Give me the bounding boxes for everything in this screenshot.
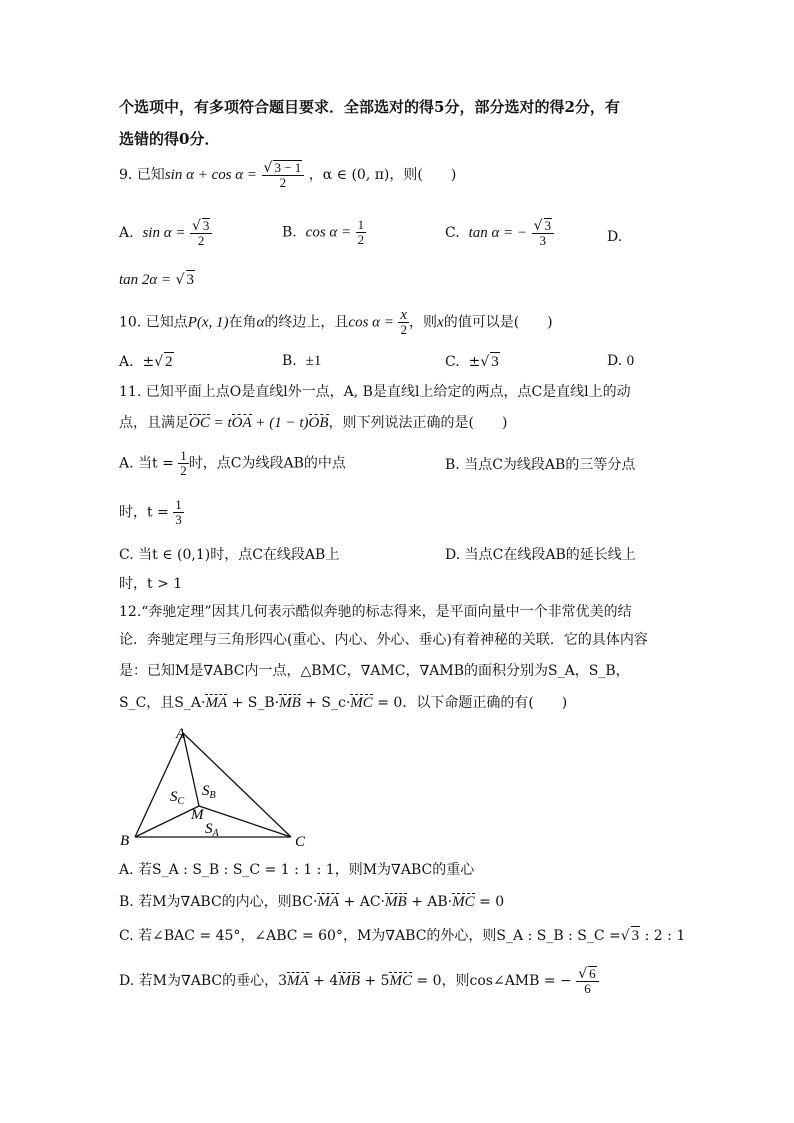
q10-option-b: B. ±1 <box>282 353 322 369</box>
q9-option-a: A. sin α = $\frac{√ 3}{2}$ <box>119 218 212 248</box>
label-c: C <box>295 834 306 850</box>
q11-option-b-line1: B. 当点C为线段AB的三等分点 <box>445 457 636 473</box>
q9-option-b: B. cos α = $\frac{1}{2}$ <box>282 217 365 247</box>
q9-option-c: C. tan α = − $\frac{√ 3}{3}$ <box>445 218 554 248</box>
q11-option-d-line1: D. 当点C在线段AB的延长线上 <box>445 547 636 563</box>
label-m: M <box>191 807 204 823</box>
q12-stem-line4: S_C，且S_A·MA + S_B·MB + S_c·MC = 0．以下命题正确的有( ) <box>119 695 568 711</box>
q11-option-b-line2: 时，t = $\frac{1}{3}$ <box>119 497 182 527</box>
q10-option-a: A. ±√ 2 <box>119 354 173 370</box>
q9-stem: 9. 已知sin α + cos α = $\frac{√ 3 - 1}{2}$ ，α ∈ (0, π)，则( ) <box>119 160 457 190</box>
q12-option-b: B. 若M为∇ABC的内心，则BC·MA + AC·MB + AB·MC = 0 <box>119 894 505 910</box>
q10-option-d: D. 0 <box>607 353 635 369</box>
label-sa: $S_A$ <box>205 821 219 839</box>
q12-stem-line2: 论．奔驰定理与三角形四心(重心、内心、外心、垂心)有着神秘的关联．它的具体内容 <box>119 632 648 648</box>
q11-option-a: A. 当t = $\frac{1}{2}$ 时，点C为线段AB的中点 <box>119 448 346 478</box>
segment-am <box>183 733 199 806</box>
q11-stem-line2: 点，且满足OC = tOA + (1 − t)OB，则下列说法正确的是( ) <box>119 415 508 431</box>
q12-option-d: D. 若M为∇ABC的垂心，3MA + 4MB + 5MC = 0，则cos∠AMB = − $\frac{√ 6}{6}$ <box>119 966 599 996</box>
edge-ab <box>135 733 183 837</box>
q9-option-d-label: D. <box>607 229 623 245</box>
q11-option-c: C. 当t ∈ (0,1)时，点C在线段AB上 <box>119 547 340 563</box>
q12-option-c: C. 若∠BAC = 45°，∠ABC = 60°，M为∇ABC的外心，则S_A : S_B : S_C =√ 3 : 2 : 1 <box>119 928 686 944</box>
section-header-line1: 个选项中，有多项符合题目要求．全部选对的得5分，部分选对的得2分，有 <box>119 98 620 116</box>
q10-option-c: C. ±√ 3 <box>445 354 499 370</box>
label-a: A <box>176 726 186 742</box>
q11-option-d-line2: 时，t > 1 <box>119 576 183 592</box>
triangle-figure <box>115 725 325 850</box>
section-header-line2: 选错的得0分． <box>119 130 220 148</box>
q12-option-a: A. 若S_A : S_B : S_C = 1 : 1 : 1，则M为∇ABC的重心 <box>119 862 475 878</box>
label-b: B <box>120 833 130 849</box>
q12-stem-line3: 是：已知M是∇ABC内一点，△BMC，∇AMC，∇AMB的面积分别为S_A，S_B， <box>119 663 630 679</box>
q11-stem-line1: 11. 已知平面上点O是直线l外一点，A, B是直线l上给定的两点，点C是直线l上的动 <box>119 384 631 400</box>
label-sb: $S_B$ <box>202 783 216 801</box>
q9-option-d: tan 2α = √ 3 <box>119 272 195 288</box>
q10-stem: 10. 已知点P(x, 1)在角α的终边上，且cos α = $\frac{x}{2}$ ，则x的值可以是( ) <box>119 307 553 337</box>
label-sc: $S_C$ <box>170 789 185 807</box>
q12-stem-line1: 12.“奔驰定理”因其几何表示酷似奔驰的标志得来，是平面向量中一个非常优美的结 <box>119 604 632 620</box>
segment-bm <box>135 806 199 837</box>
